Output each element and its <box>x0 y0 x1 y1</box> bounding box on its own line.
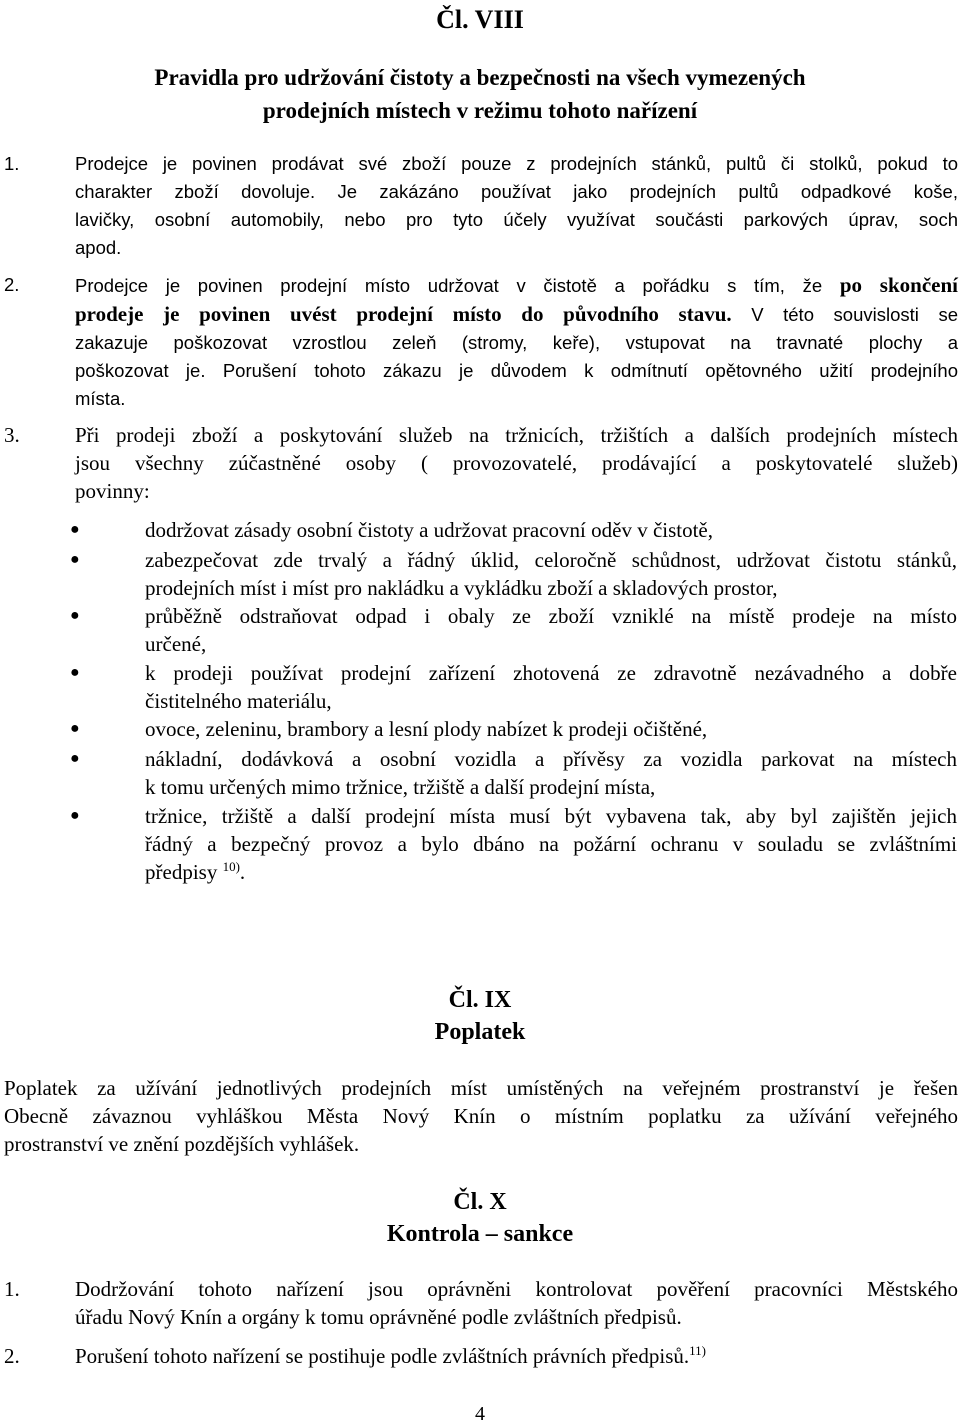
paragraph-number: 1. <box>4 153 20 174</box>
text-line: Poplatek za užívání jednotlivých prodejních míst umístěných na veřejném prostranství je řešen <box>4 1076 958 1100</box>
text-line: zabezpečovat zde trvalý a řádný úklid, celoročně schůdnost, udržovat čistotu stánků, <box>145 548 957 572</box>
text-segment: předpisy <box>145 860 223 884</box>
bold-text: po skončení <box>839 273 958 297</box>
text-line: lavičky, osobní automobily, nebo pro tyto účely využívat součásti parkových úprav, soch <box>75 209 958 230</box>
bullet-icon: ● <box>70 664 80 681</box>
text-line: Prodejce je povinen prodávat své zboží pouze z prodejních stánků, pultů či stolků, pokud to <box>75 153 958 174</box>
text-line: tržnice, tržiště a další prodejní místa musí být vybavena tak, aby byl zajištěn jejich <box>145 804 957 828</box>
text-line <box>145 858 957 886</box>
paragraph-number: 2. <box>4 1344 20 1368</box>
bullet-icon: ● <box>70 750 80 767</box>
page-number: 4 <box>475 1403 485 1425</box>
article-10-title: Kontrola – sankce <box>386 1221 574 1247</box>
bullet-icon: ● <box>70 551 80 568</box>
article-9-title: Poplatek <box>434 1019 526 1045</box>
footnote-ref: 11) <box>689 1343 706 1358</box>
paragraph-number: 2. <box>4 274 20 295</box>
bullet-icon: ● <box>70 720 80 737</box>
article-9-number: Čl. IX <box>448 987 512 1013</box>
article-10-number: Čl. X <box>453 1189 507 1215</box>
bullet-icon: ● <box>70 521 80 538</box>
text-line: zakazuje poškozovat vzrostlou zeleň (stromy, keře), vstupovat na travnaté plochy a <box>75 332 958 353</box>
text-line: určené, <box>145 632 207 656</box>
text-line: Při prodeji zboží a poskytování služeb na tržnicích, tržištích a dalších prodejních místech <box>75 423 958 447</box>
text-segment: Porušení tohoto nařízení se postihuje podle zvláštních právních předpisů. <box>75 1344 690 1368</box>
text-line: průběžně odstraňovat odpad i obaly ze zboží vzniklé na místě prodeje na místo <box>145 604 957 628</box>
text-line: charakter zboží dovoluje. Je zakázáno používat jako prodejních pultů odpadkové koše, <box>75 181 958 202</box>
text-line: poškozovat je. Porušení tohoto zákazu je důvodem k odmítnutí opětovného užití prodejního <box>75 360 958 381</box>
text-segment: Prodejce je povinen prodejní místo udržovat v čistotě a pořádku s tím, že <box>75 275 840 296</box>
text-line: ovoce, zeleninu, brambory a lesní plody nabízet k prodeji očištěné, <box>145 717 708 741</box>
text-line: apod. <box>75 237 122 258</box>
bullet-icon: ● <box>70 607 80 624</box>
text-line: čistitelného materiálu, <box>145 689 332 713</box>
text-segment: V této souvislosti se <box>731 304 958 325</box>
text-line: místa. <box>75 388 126 409</box>
text-line: k tomu určených mimo tržnice, tržiště a další prodejní místa, <box>145 775 656 799</box>
article-8-number: Čl. VIII <box>436 5 524 34</box>
footnote-ref: 10) <box>222 859 240 874</box>
article-8-title-line2: prodejních místech v režimu tohoto nařízení <box>262 98 698 123</box>
text-line <box>75 271 958 300</box>
text-segment: . <box>239 860 246 884</box>
text-line: jsou všechny zúčastněné osoby ( provozovatelé, prodávající a poskytovatelé služeb) <box>75 451 958 475</box>
text-line <box>75 1342 958 1370</box>
text-line <box>75 300 958 329</box>
text-line: prostranství ve znění pozdějších vyhlášek. <box>4 1132 360 1156</box>
paragraph-number: 3. <box>4 423 20 447</box>
text-line: povinny: <box>75 479 150 503</box>
article-9-paragraph <box>4 1074 958 1158</box>
text-line: Obecně závaznou vyhláškou Města Nový Knín o místním poplatku za užívání veřejného <box>4 1104 958 1128</box>
text-line: nákladní, dodávková a osobní vozidla a přívěsy za vozidla parkovat na místech <box>145 747 957 771</box>
text-line: k prodeji používat prodejní zařízení zhotovená ze zdravotně nezávadného a dobře <box>145 661 957 685</box>
text-line: řádný a bezpečný provoz a bylo dbáno na požární ochranu v souladu se zvláštními <box>145 832 957 856</box>
bold-text: prodeje je povinen uvést prodejní místo do původního stavu. <box>75 302 732 326</box>
text-line: dodržovat zásady osobní čistoty a udržovat pracovní oděv v čistotě, <box>145 518 714 542</box>
bullet-icon: ● <box>70 807 80 824</box>
text-line: úřadu Nový Knín a orgány k tomu oprávněné podle zvláštních předpisů. <box>75 1305 682 1329</box>
text-line: Dodržování tohoto nařízení jsou oprávněni kontrolovat pověření pracovníci Městského <box>75 1277 958 1301</box>
article-8-title-line1: Pravidla pro udržování čistoty a bezpečnosti na všech vymezených <box>154 65 806 90</box>
paragraph-number: 1. <box>4 1277 20 1301</box>
text-line: prodejních míst i míst pro nakládku a vykládku zboží a skladových prostor, <box>145 576 778 600</box>
